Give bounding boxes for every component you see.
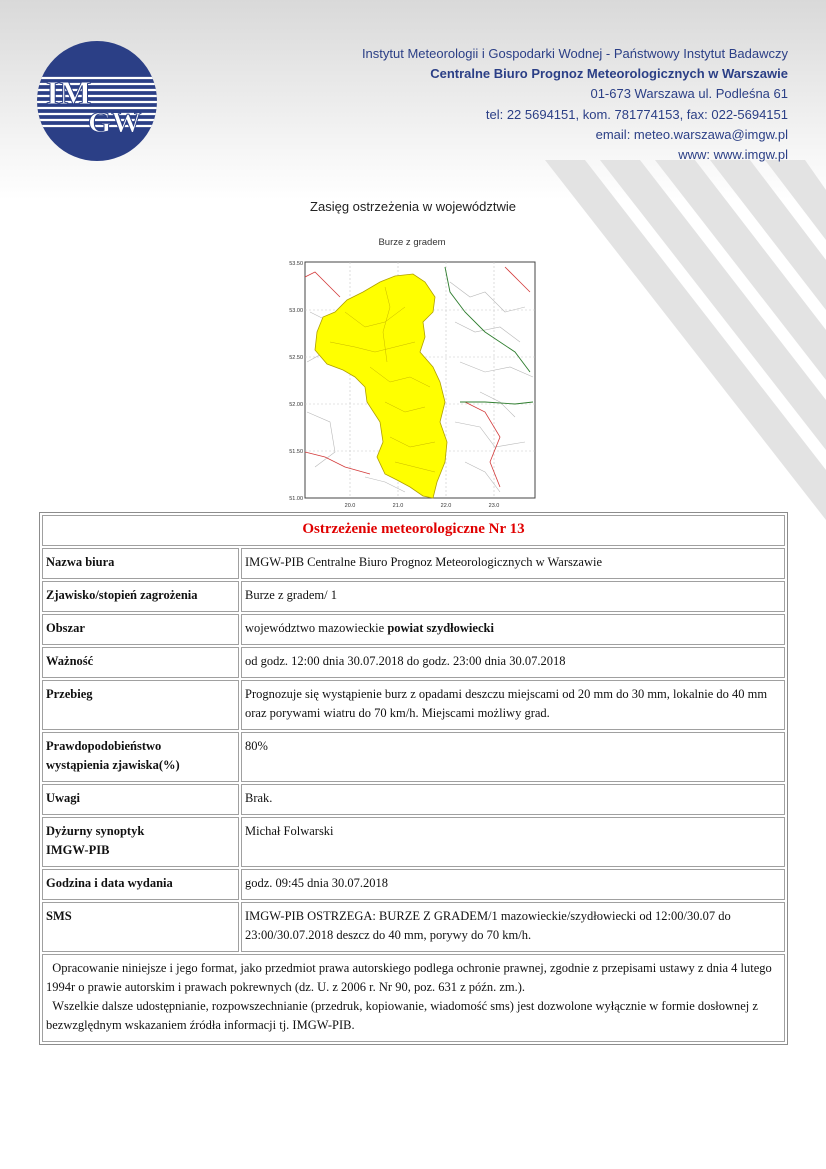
y-tick-label: 51.00 bbox=[289, 496, 303, 502]
row-value-forecaster: Michał Folwarski bbox=[241, 817, 785, 867]
row-value-phenomenon: Burze z gradem/ 1 bbox=[241, 581, 785, 612]
table-row bbox=[42, 680, 785, 730]
email: email: meteo.warszawa@imgw.pl bbox=[595, 126, 788, 142]
map-title: Burze z gradem bbox=[378, 237, 446, 248]
row-label-phenomenon: Zjawisko/stopień zagrożenia bbox=[42, 581, 239, 612]
table-row bbox=[42, 732, 785, 782]
row-label-validity: Ważność bbox=[42, 647, 239, 678]
row-value-sms: IMGW-PIB OSTRZEGA: BURZE Z GRADEM/1 mazowieckie/szydłowiecki od 12:00/30.07 do 23:00/30.07.2018 deszcz do 40 mm, porywy do 70 km/h. bbox=[241, 902, 785, 952]
table-row bbox=[42, 548, 785, 579]
y-tick-label: 53.50 bbox=[289, 261, 303, 267]
y-tick-label: 52.50 bbox=[289, 355, 303, 361]
row-label-course: Przebieg bbox=[42, 680, 239, 730]
table-row bbox=[42, 817, 785, 867]
area-voivodeship: województwo mazowieckie bbox=[245, 621, 388, 635]
y-tick-label: 53.00 bbox=[289, 308, 303, 314]
row-label-area: Obszar bbox=[42, 614, 239, 645]
institute-header bbox=[268, 44, 788, 165]
table-row bbox=[42, 581, 785, 612]
row-value-probability: 80% bbox=[241, 732, 785, 782]
row-label-remarks: Uwagi bbox=[42, 784, 239, 815]
copyright-note-line2: Wszelkie dalsze udostępnianie, rozpowszechnianie (przedruk, kopiowanie, wiadomość sms) jest dozwolone wyłącznie w formie dosłownej z bezwzględnym wskazaniem źródła informacji tj. IMGW-PIB. bbox=[46, 999, 762, 1032]
table-row bbox=[42, 869, 785, 900]
table-row bbox=[42, 647, 785, 678]
warning-title: Ostrzeżenie meteorologiczne Nr 13 bbox=[42, 515, 785, 546]
row-label-issued: Godzina i data wydania bbox=[42, 869, 239, 900]
area-county: powiat szydłowiecki bbox=[387, 621, 494, 635]
row-value-area bbox=[241, 614, 785, 645]
forecaster-label-line2: IMGW-PIB bbox=[46, 843, 110, 857]
imgw-logo bbox=[36, 40, 158, 162]
copyright-note bbox=[42, 954, 785, 1042]
phone: tel: 22 5694151, kom. 781774153, fax: 022-5694151 bbox=[485, 106, 788, 122]
probability-label-line1: Prawdopodobieństwo bbox=[46, 739, 162, 753]
table-row bbox=[42, 902, 785, 952]
address: 01-673 Warszawa ul. Podleśna 61 bbox=[590, 86, 788, 102]
warning-map bbox=[285, 252, 539, 510]
row-value-validity: od godz. 12:00 dnia 30.07.2018 do godz. 23:00 dnia 30.07.2018 bbox=[241, 647, 785, 678]
logo-text-top: IM bbox=[46, 75, 92, 112]
row-value-remarks: Brak. bbox=[241, 784, 785, 815]
row-label-probability bbox=[42, 732, 239, 782]
probability-label-line2: wystąpienia zjawiska(%) bbox=[46, 758, 180, 772]
x-tick-label: 23.0 bbox=[488, 503, 500, 509]
copyright-note-line1: Opracowanie niniejsze i jego format, jako przedmiot prawa autorskiego podlega ochronie prawnej, zgodnie z przepisami ustawy z dnia 4 lutego 1994r o prawie autorskim i prawach pokrewnych (dz. U. z 2006 r. Nr 90, poz. 631 z późn. zm.). bbox=[46, 961, 775, 994]
x-tick-label: 21.0 bbox=[392, 503, 404, 509]
x-tick-label: 20.0 bbox=[344, 503, 356, 509]
map-caption: Zasięg ostrzeżenia w województwie bbox=[310, 199, 516, 214]
bureau-name: Centralne Biuro Prognoz Meteorologicznych w Warszawie bbox=[430, 66, 788, 82]
row-label-office: Nazwa biura bbox=[42, 548, 239, 579]
table-row bbox=[42, 784, 785, 815]
logo-text-bottom: GW bbox=[88, 106, 142, 139]
warning-table bbox=[39, 512, 788, 1045]
row-value-issued: godz. 09:45 dnia 30.07.2018 bbox=[241, 869, 785, 900]
row-label-forecaster bbox=[42, 817, 239, 867]
x-tick-label: 22.0 bbox=[440, 503, 452, 509]
institute-name: Instytut Meteorologii i Gospodarki Wodnej - Państwowy Instytut Badawczy bbox=[361, 46, 788, 61]
row-label-sms: SMS bbox=[42, 902, 239, 952]
website: www: www.imgw.pl bbox=[678, 147, 788, 163]
table-row bbox=[42, 614, 785, 645]
forecaster-label-line1: Dyżurny synoptyk bbox=[46, 824, 145, 838]
row-value-course: Prognozuje się wystąpienie burz z opadami deszczu miejscami od 20 mm do 30 mm, lokalnie do 40 mm oraz porywami wiatru do 70 km/h. Miejscami możliwy grad. bbox=[241, 680, 785, 730]
y-tick-label: 52.00 bbox=[289, 402, 303, 408]
y-tick-label: 51.50 bbox=[289, 449, 303, 455]
row-value-office: IMGW-PIB Centralne Biuro Prognoz Meteorologicznych w Warszawie bbox=[241, 548, 785, 579]
